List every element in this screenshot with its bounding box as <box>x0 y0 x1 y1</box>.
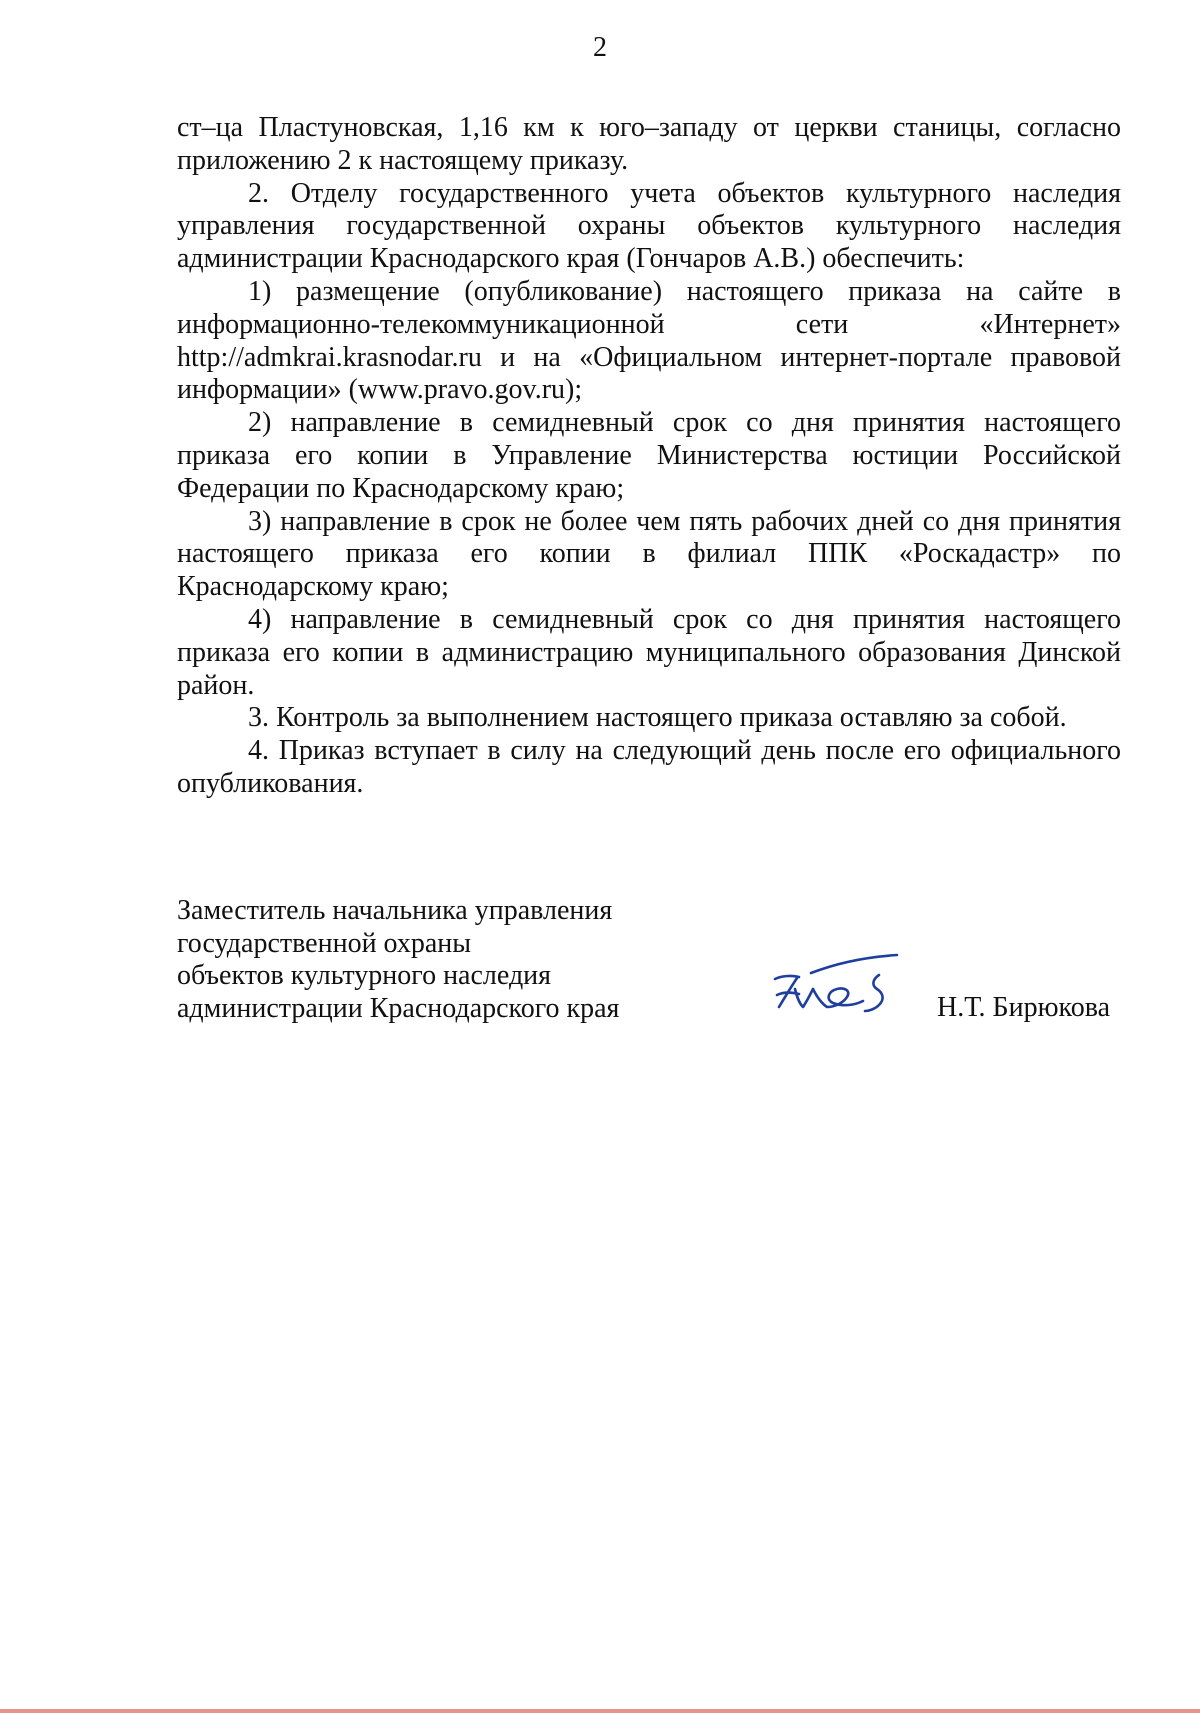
document-body <box>177 112 1121 801</box>
handwritten-signature <box>747 945 917 1035</box>
paragraph-subitem-3: 3) направление в срок не более чем пять рабочих дней со дня принятия настоящего приказа его копии в филиал ППК «Роскадастр» по Краснодарскому краю; <box>177 505 1121 603</box>
paragraph-continuation: ст–ца Пластуновская, 1,16 км к юго–западу от церкви станицы, согласно приложению 2 к настоящему приказу. <box>177 112 1121 176</box>
signatory-title-line-3: объектов культурного наследия <box>177 960 552 991</box>
paragraph-item-3: 3. Контроль за выполнением настоящего приказа оставляю за собой. <box>248 702 1067 734</box>
signatory-title-line-2: государственной охраны <box>177 927 472 959</box>
signature-block <box>177 895 1121 1035</box>
paragraph-item-2: 2. Отделу государственного учета объектов культурного наследия управления государственной охраны объектов культурного наследия администрации Краснодарского края (Гончаров А.В.) обеспечить: <box>177 177 1121 275</box>
scan-edge-mark <box>0 1709 1200 1713</box>
paragraph-subitem-1: 1) размещение (опубликование) настоящего приказа на сайте в информационно-телекоммуникационной сети «Интернет» http://admkrai.krasnodar.ru и на «Официальном интернет-портале правовой информации» (www.pravo.gov.ru); <box>177 275 1121 406</box>
paragraph-subitem-4: 4) направление в семидневный срок со дня принятия настоящего приказа его копии в администрацию муниципального образования Динской район. <box>177 603 1121 701</box>
page-number: 2 <box>593 32 607 63</box>
signatory-title-line-1: Заместитель начальника управления <box>177 895 613 926</box>
paragraph-subitem-2: 2) направление в семидневный срок со дня принятия настоящего приказа его копии в Управление Министерства юстиции Российской Федерации по Краснодарскому краю; <box>177 407 1121 504</box>
signatory-name: Н.Т. Бирюкова <box>937 992 1110 1023</box>
signatory-title-line-4: администрации Краснодарского края <box>177 992 620 1024</box>
paragraph-item-4: 4. Приказ вступает в силу на следующий день после его официального опубликования. <box>177 735 1121 799</box>
